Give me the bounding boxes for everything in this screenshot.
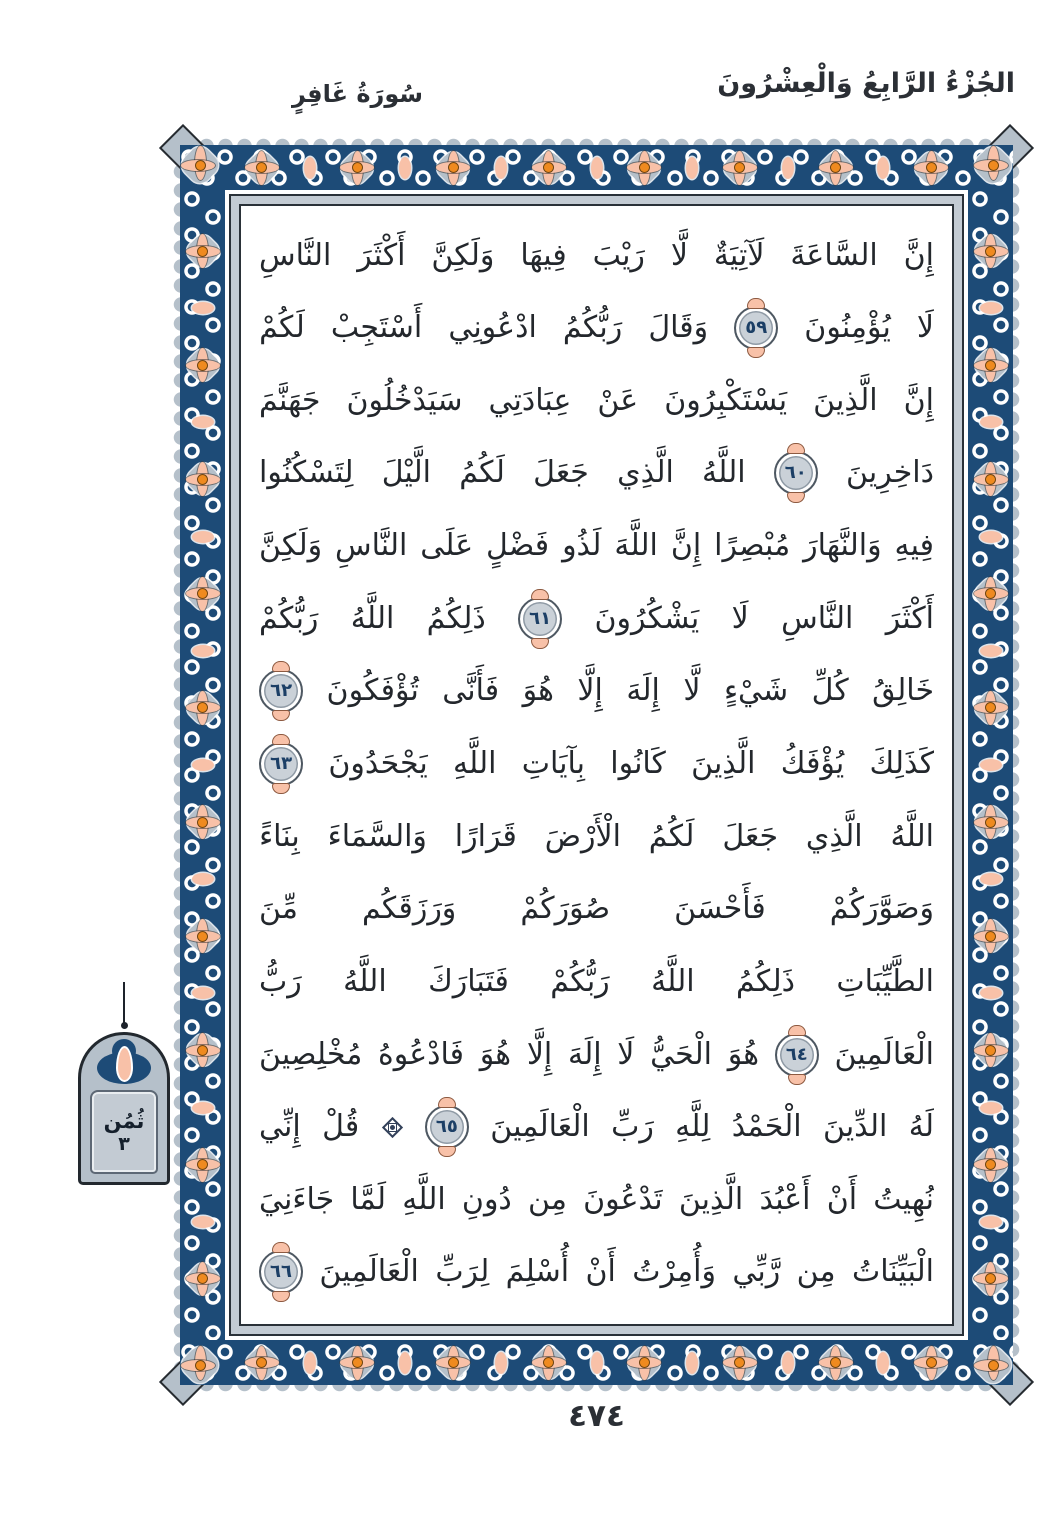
quran-word: لَذُو [562,528,602,564]
quran-word: الَّذِينَ [678,1181,744,1217]
quran-line-10 [259,874,934,945]
border-flower-motif [818,150,854,186]
flower-center [449,163,458,172]
quran-word: الَّذِي [805,818,863,854]
quran-word: رَّبِّي [732,1254,781,1290]
border-band-top [180,145,1013,190]
quran-word: عَنْ [597,382,639,418]
quran-line-15 [259,1237,934,1308]
quran-word: لَا [617,1036,635,1072]
quran-word: يُؤْفَكُ [780,745,845,781]
thumn-marker-ornament [94,1039,154,1093]
verse-marker-٦٥ [425,1105,469,1149]
border-flower-motif [185,918,221,954]
quran-word: مُبْصِرًا [714,528,791,564]
quran-word: كَانُوا [610,745,666,781]
border-flower-motif [435,1345,471,1381]
verse-marker-٦٤ [775,1033,819,1077]
quran-word: الْحَيُّ [650,1036,712,1072]
quran-word: يَشْكُرُونَ [594,600,700,636]
border-flower-motif [973,690,1009,726]
quran-word: لَمَّا [350,1181,386,1217]
border-flower-motif [185,233,221,269]
quran-line-4 [259,438,934,509]
quran-word: اللَّهِ [452,745,497,781]
flower-center [449,1358,458,1367]
quran-word: لِرَبِّ [435,1254,490,1290]
quran-word: لَكُمُ [648,818,695,854]
quran-word: السَّاعَةَ [790,237,878,273]
border-flower-motif [531,150,567,186]
quran-word: سَيَدْخُلُونَ [346,382,463,418]
quran-word: مُخْلِصِينَ [259,1036,363,1072]
border-bud-motif [192,759,214,771]
quran-word: فَضْلٍ [486,528,550,564]
border-bud-motif [980,645,1002,657]
border-flower-motif [973,1032,1009,1068]
inner-gray-frame [229,194,964,1336]
border-bud-motif [192,987,214,999]
quran-word: الَّيْلَ [381,455,431,491]
quran-word: رَبُّ [259,963,302,999]
verse-marker-٦٣ [259,742,303,786]
quran-word: وَرَزَقَكُم [361,891,457,927]
quran-word: النَّاسِ [781,600,854,636]
quran-word: جَعَلَ [533,455,589,491]
verse-number: ٥٩ [745,317,768,339]
quran-word: لِلَّهِ [675,1109,711,1145]
border-flower-motif [185,690,221,726]
border-bud-motif [686,157,698,179]
verse-number: ٦٠ [784,462,807,484]
flower-center [986,361,995,370]
border-bud-motif [192,873,214,885]
flower-center [989,1361,998,1370]
quran-word: اللَّهُ [343,963,387,999]
thumn-label: ثُمُن [103,1109,145,1134]
quran-word: وَالنَّهَارَ [803,528,882,564]
border-flower-motif [185,1147,221,1183]
quran-word: وَالسَّمَاءَ [327,818,427,854]
verse-marker-٦٦ [259,1250,303,1294]
juz-header: الجُزْءُ الرَّابِعُ وَالْعِشْرُونَ [717,68,1015,99]
quran-word: مِن [796,1254,836,1290]
flower-center [831,1358,840,1367]
verse-number: ٦٥ [435,1116,458,1138]
border-bud-motif [782,1352,794,1374]
quran-word: اللَّهِ [402,1181,446,1217]
thumn-marker-dome [78,1032,170,1185]
border-bud-motif [591,1352,603,1374]
border-bud-motif [192,1102,214,1114]
corner-flower-motif [973,1345,1013,1385]
border-bud-motif [980,987,1002,999]
quran-word: الطَّيِّبَاتِ [836,963,934,999]
flower-center [198,1046,207,1055]
quran-word: لَا [731,600,749,636]
flower-center [640,1358,649,1367]
quran-word: إِلَّا [577,673,603,709]
corner-flower-motif [973,145,1013,185]
quran-word: قَرَارًا [454,818,517,854]
quran-word: إِلَهَ [626,673,660,709]
flower-center [198,361,207,370]
quran-line-8 [259,728,934,799]
quran-word: وَصَوَّرَكُمْ [829,891,934,927]
border-bud-motif [495,1352,507,1374]
quran-word: النَّاسِ [259,237,332,273]
quran-word: إِنَّ [903,382,934,418]
border-bud-motif [980,1216,1002,1228]
quran-word: وَلَكِنَّ [431,237,495,273]
border-bud-motif [399,157,411,179]
quran-word: لَكُمْ [259,310,305,346]
verse-marker-٦٠ [774,451,818,495]
quran-word: أَنْ [826,1181,858,1217]
border-flower-motif [626,1345,662,1381]
flower-center [986,818,995,827]
quran-word: تَدْعُونَ [583,1181,663,1217]
quran-word: عِبَادَتِي [488,382,572,418]
quran-word: الْعَالَمِينَ [834,1036,934,1072]
quran-word: الْعَالَمِينَ [319,1254,419,1290]
quran-word: رَبُّكُمْ [550,963,610,999]
quran-word: رَبِّ [611,1109,654,1145]
flower-center [198,932,207,941]
quran-word: مِّنَ [259,891,298,927]
quran-word: لَآتِيَةٌ [713,237,765,273]
border-bud-motif [304,1352,316,1374]
border-bud-motif [192,531,214,543]
border-flower-motif [185,347,221,383]
quran-word: أَعْبُدَ [759,1181,811,1217]
border-band-right [968,190,1013,1340]
quran-word: لَّا [683,673,701,709]
flower-center [353,1358,362,1367]
flower-center [989,161,998,170]
border-bud-motif [980,531,1002,543]
quran-word: دُونِ [461,1181,512,1217]
thumn-marker [78,1032,170,1185]
border-flower-motif [722,1345,758,1381]
quran-word: فِيهَا [520,237,567,273]
quran-word: الدِّينَ [822,1109,888,1145]
border-flower-motif [339,1345,375,1381]
border-bud-motif [980,302,1002,314]
ornament-drop-icon [118,1048,131,1080]
flower-center [986,247,995,256]
quran-line-3 [259,365,934,436]
border-flower-motif [185,1261,221,1297]
thumn-marker-panel [90,1090,158,1174]
quran-word: وَلَكِنَّ [259,528,323,564]
border-flower-motif [435,150,471,186]
quran-word: اللَّهَ [614,528,658,564]
quran-word: بِنَاءً [259,818,300,854]
quran-word: إِنَّ [670,528,702,564]
quran-word: صُوَرَكُمْ [520,891,611,927]
quran-word: جَهَنَّمَ [259,382,321,418]
quran-line-5 [259,511,934,582]
quran-word: وَقَالَ [648,310,709,346]
quran-word: شَيْءٍ [723,673,789,709]
quran-word: يَسْتَكْبِرُونَ [664,382,788,418]
quran-line-14 [259,1164,934,1235]
quran-line-9 [259,801,934,872]
corner-flower-motif [180,145,220,185]
border-flower-motif [818,1345,854,1381]
border-bud-motif [399,1352,411,1374]
surah-header: سُورَةُ غَافِرٍ [291,80,423,108]
border-bud-motif [591,157,603,179]
quran-word: اللَّهُ [350,600,395,636]
thumn-marker-finial [121,1022,128,1029]
border-flower-motif [973,233,1009,269]
quran-word: أَنْ [585,1254,616,1290]
flower-center [353,163,362,172]
quran-word: ذَلِكُمُ [426,600,486,636]
quran-word: لَا [916,310,934,346]
quran-word: ادْعُونِي [448,310,537,346]
flower-center [986,1046,995,1055]
border-bud-motif [192,302,214,314]
quran-word: وَأُمِرْتُ [632,1254,716,1290]
thumn-value: ٣ [118,1132,130,1155]
flower-center [986,932,995,941]
quran-word: كُلِّ [811,673,849,709]
quran-line-11 [259,946,934,1017]
quran-word: هُوَ [479,1036,512,1072]
quran-word: يَجْحَدُونَ [328,745,428,781]
border-flower-motif [185,576,221,612]
border-bud-motif [192,645,214,657]
quran-line-7 [259,656,934,727]
border-bud-motif [877,1352,889,1374]
quran-word: الْعَالَمِينَ [490,1109,590,1145]
border-bud-motif [980,759,1002,771]
quran-word: فَتَبَارَكَ [428,963,509,999]
quran-word: الَّذِينَ [691,745,756,781]
border-bud-motif [192,1216,214,1228]
border-bud-motif [192,416,214,428]
border-flower-motif [185,461,221,497]
quran-word: قُلْ [322,1109,360,1145]
quran-word: الَّذِي [617,455,674,491]
quran-word: أُسْلِمَ [505,1254,570,1290]
quran-word: لَهُ [908,1109,934,1145]
quran-word: دَاخِرِينَ [846,455,934,491]
quran-word: جَاءَنِيَ [259,1181,335,1217]
border-band-left [180,190,225,1340]
verse-marker-٦١ [518,597,562,641]
quran-word: لِتَسْكُنُوا [259,455,354,491]
verse-number: ٦٢ [270,680,293,702]
border-flower-motif [973,918,1009,954]
flower-center [927,163,936,172]
border-flower-motif [973,576,1009,612]
quran-word: الْبَيِّنَاتُ [851,1254,934,1290]
border-bud-motif [877,157,889,179]
quran-word: لَكُمُ [459,455,505,491]
corner-flower-motif [180,1345,220,1385]
quran-word: فَأَنَّى [442,673,500,709]
quran-line-13 [259,1092,934,1163]
quran-word: مِن [528,1181,567,1217]
flower-center [640,163,649,172]
border-bud-motif [782,157,794,179]
border-bud-motif [686,1352,698,1374]
page-number: ٤٧٤ [568,1398,625,1434]
border-flower-motif [339,150,375,186]
quran-line-2 [259,293,934,364]
quran-word: كَذَلِكَ [869,745,934,781]
border-bud-motif [495,157,507,179]
quran-line-6 [259,583,934,654]
border-bud-motif [980,1102,1002,1114]
thumn-marker-stem [123,982,125,1026]
quran-word: فَأَحْسَنَ [674,891,766,927]
border-flower-motif [185,804,221,840]
border-flower-motif [973,804,1009,840]
verse-marker-٥٩ [734,306,778,350]
quran-word: هُوَ [522,673,554,709]
border-corner-flower-topright [973,145,1013,185]
quran-word: رَيْبَ [592,237,645,273]
border-bud-motif [304,157,316,179]
quran-line-12 [259,1019,934,1090]
quran-word: أَكْثَرَ [357,237,406,273]
quran-word: إِلَهَ [568,1036,602,1072]
quran-word: بِآيَاتِ [521,745,585,781]
border-corner-flower-bottomright [973,1345,1013,1385]
quran-text-area [239,204,954,1326]
border-corner-flower-bottomleft [180,1345,220,1385]
quran-word: لَّا [670,237,688,273]
border-bud-motif [980,873,1002,885]
quran-word: أَكْثَرَ [885,600,934,636]
quran-word: أَسْتَجِبْ [330,310,423,346]
border-bud-motif [980,416,1002,428]
flower-center [198,818,207,827]
quran-word: نُهِيتُ [873,1181,934,1217]
border-flower-motif [913,1345,949,1381]
border-flower-motif [973,1147,1009,1183]
quran-word: ذَلِكُمُ [735,963,796,999]
quran-word: جَعَلَ [722,818,779,854]
verse-number: ٦٣ [270,752,293,774]
border-band-bottom [180,1340,1013,1385]
quran-word: فِيهِ [894,528,934,564]
flower-center [831,163,840,172]
border-flower-motif [531,1345,567,1381]
border-flower-motif [973,461,1009,497]
border-flower-motif [185,1032,221,1068]
quran-word: اللَّهُ [890,818,934,854]
quran-word: رَبُّكُمُ [562,310,623,346]
flower-center [198,247,207,256]
verse-marker-٦٢ [259,669,303,713]
verse-number: ٦٦ [270,1261,292,1283]
inner-margin [225,190,968,1340]
quran-word: النَّاسِ [335,528,408,564]
decorative-border-frame [180,145,1013,1385]
quran-word: إِلَّا [526,1036,553,1072]
verse-number: ٦١ [529,607,552,629]
border-flower-motif [913,150,949,186]
rub-el-hizb-icon [381,1117,402,1138]
quran-word: إِنَّ [903,237,934,273]
border-scallop-right [1012,143,1022,1387]
quran-word: هُوَ [727,1036,760,1072]
quran-word: الَّذِينَ [813,382,878,418]
quran-word: خَالِقُ [872,673,934,709]
flower-center [198,475,207,484]
border-flower-motif [626,150,662,186]
border-flower-motif [244,150,280,186]
quran-word: تُؤْفَكُونَ [326,673,419,709]
flower-center [196,161,205,170]
quran-word: اللَّهُ [651,963,695,999]
border-scallop-bottom [178,1384,1015,1394]
flower-center [196,1361,205,1370]
quran-word: فَادْعُوهُ [378,1036,465,1072]
flower-center [927,1358,936,1367]
quran-word: رَبُّكُمْ [259,600,319,636]
quran-word: اللَّهُ [702,455,746,491]
border-flower-motif [973,1261,1009,1297]
quran-word: يُؤْمِنُونَ [804,310,891,346]
quran-line-1 [259,220,934,291]
quran-word: الْأَرْضَ [544,818,621,854]
border-flower-motif [244,1345,280,1381]
quran-word: الْحَمْدُ [731,1109,802,1145]
quran-word: عَلَى [420,528,474,564]
verse-number: ٦٤ [785,1043,808,1065]
border-flower-motif [722,150,758,186]
quran-word: إِنِّي [259,1109,301,1145]
flower-center [986,475,995,484]
border-corner-flower-topleft [180,145,220,185]
border-flower-motif [973,347,1009,383]
